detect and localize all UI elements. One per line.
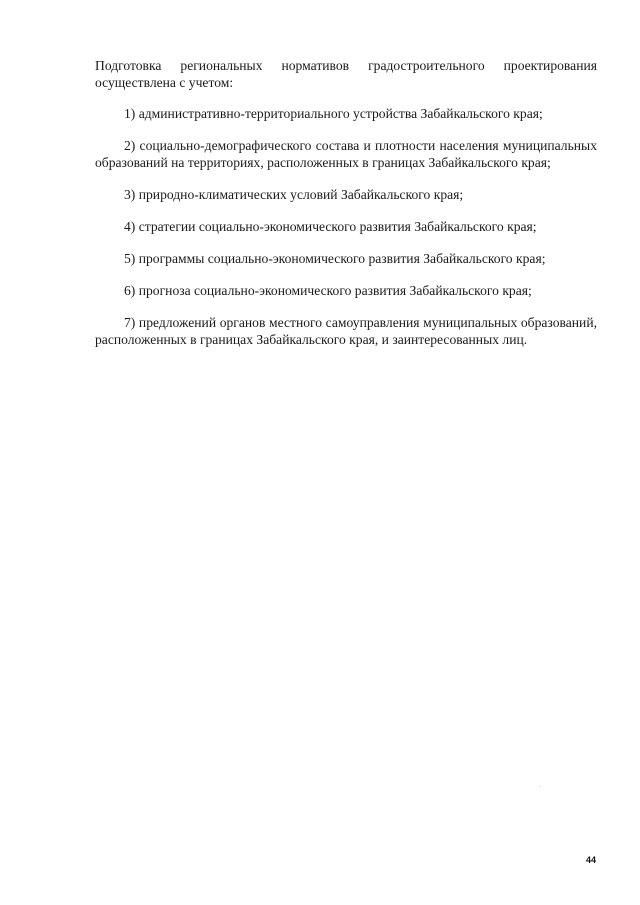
list-item-2: 2) социально-демографического состава и плотности населения муниципальных образований на территориях, расположенных в границах Забайкальского края; [95,138,597,170]
list-item-7: 7) предложений органов местного самоуправления муниципальных образований, расположенных в границах Забайкальского края, и заинтересованных лиц. [95,315,597,347]
list-item-4: 4) стратегии социально-экономического развития Забайкальского края; [124,219,537,234]
list-item-3: 3) природно-климатических условий Забайкальского края; [124,187,464,202]
list-item-5: 5) программы социально-экономического развития Забайкальского края; [124,251,546,266]
intro-paragraph: Подготовка региональных нормативов градостроительного проектирования осуществлена с учетом: [95,58,597,90]
list-item-6: 6) прогноза социально-экономического развития Забайкальского края; [124,283,532,298]
document-body [95,57,597,363]
list-item-1: 1) административно-территориального устройства Забайкальского края; [124,106,543,121]
page-number: 44 [585,855,596,865]
scan-speck [540,786,541,787]
